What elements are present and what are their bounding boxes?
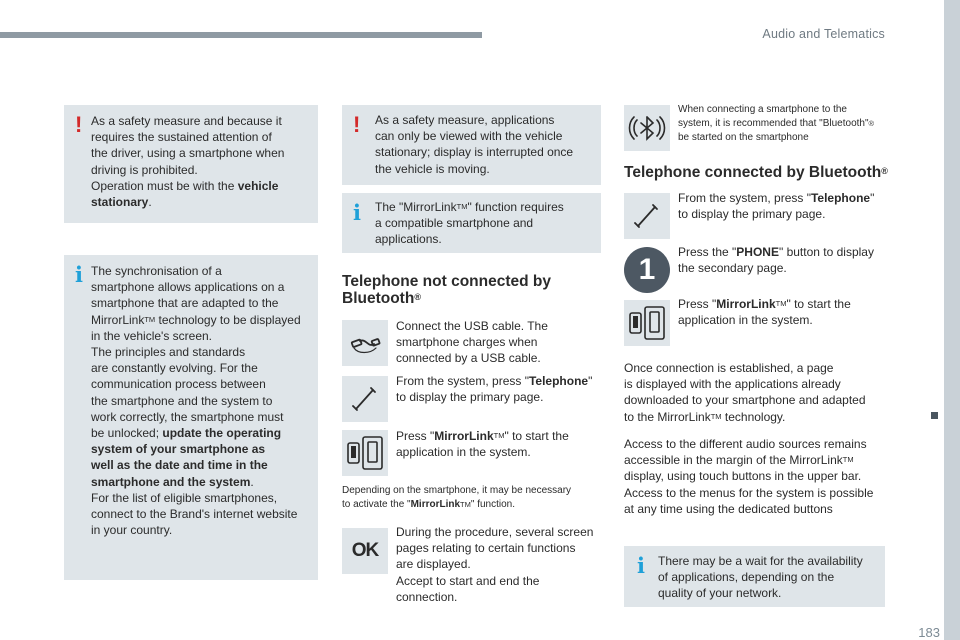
info-box-network	[624, 546, 885, 607]
info-icon: i	[75, 262, 83, 287]
page-edge-bar	[944, 0, 960, 640]
bluetooth-icon	[624, 105, 670, 151]
step-ok-text: During the procedure, several screen pages relating to certain functions are displayed. Accept to start and end the connection.	[396, 525, 594, 604]
page-number: 183	[918, 625, 940, 640]
info-text: The "MirrorLink™" function requires a compatible smartphone and applications.	[375, 200, 564, 247]
paragraph-audio-sources: Access to the different audio sources remains accessible in the margin of the MirrorLink™ display, using touch buttons in the upper bar. Access to the menus for the system is possible at any time using the dedicated buttons	[624, 437, 874, 516]
section-title: Audio and Telematics	[762, 27, 885, 41]
warning-icon: !	[75, 112, 83, 137]
step-mirrorlink-text: Press "MirrorLink™" to start the application in the system.	[396, 429, 569, 460]
paragraph-connection-established: Once connection is established, a page is displayed with the applications already downloaded to your smartphone and adapted to the MirrorLink™ technology.	[624, 361, 866, 424]
warning-text: As a safety measure and because it requires the sustained attention of the driver, using a smartphone when driving is prohibited. Operation must be with the vehicle stationary.	[91, 114, 285, 210]
info-icon: i	[637, 553, 645, 578]
step-telephone-text: From the system, press "Telephone" to display the primary page.	[396, 374, 593, 405]
step-mirrorlink-text-bt: Press "MirrorLink™" to start the application in the system.	[678, 297, 851, 328]
info-box-synchronisation	[64, 255, 318, 580]
note-bluetooth: When connecting a smartphone to the system, it is recommended that "Bluetooth"® be started on the smartphone	[678, 104, 875, 143]
info-text: The synchronisation of a smartphone allows applications on a smartphone that are adapted to the MirrorLink™ technology to be displayed in the vehicle's screen. The principles and standards are constantly evolving. For the communication process between the smartphone and the system to work correctly, the smartphone must be unlocked; update the operating system of your smartphone as well as the date and time in the smartphone and the system. For the list of eligible smartphones, connect to the Brand's internet website in your country.	[91, 264, 301, 538]
heading-not-connected: Telephone not connected by Bluetooth®	[342, 273, 551, 307]
continuation-marker	[931, 412, 938, 419]
ok-icon: OK	[342, 528, 388, 574]
step-phone-button-text: Press the "PHONE" button to display the secondary page.	[678, 245, 874, 276]
info-box-compatible	[342, 193, 601, 253]
usb-cable-icon	[342, 320, 388, 366]
warning-icon: !	[353, 112, 361, 137]
step-usb-text: Connect the USB cable. The smartphone charges when connected by a USB cable.	[396, 319, 548, 366]
warning-box-applications	[342, 105, 601, 185]
telephone-icon	[624, 193, 670, 239]
info-icon: i	[353, 200, 361, 225]
warning-box-driving	[64, 105, 318, 223]
note-activate-mirrorlink: Depending on the smartphone, it may be necessary to activate the "MirrorLink™" function.	[342, 485, 572, 510]
telephone-icon	[342, 376, 388, 422]
mirrorlink-icon	[624, 300, 670, 346]
info-text: There may be a wait for the availability of applications, depending on the quality of your network.	[658, 554, 863, 601]
step-telephone-text-bt: From the system, press "Telephone" to display the primary page.	[678, 191, 875, 222]
step-number-badge: 1	[624, 247, 670, 293]
mirrorlink-icon	[342, 430, 388, 476]
warning-text: As a safety measure, applications can only be viewed with the vehicle stationary; display is interrupted once the vehicle is moving.	[375, 113, 574, 176]
header-rule	[0, 32, 482, 38]
heading-connected: Telephone connected by Bluetooth®	[624, 164, 888, 181]
